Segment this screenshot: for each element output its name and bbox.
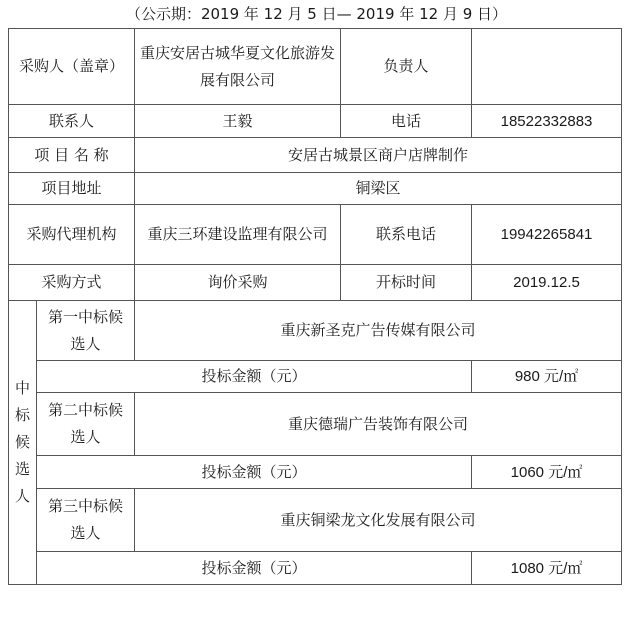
- opening-value: 2019.12.5: [472, 265, 622, 301]
- project-address-row: [9, 173, 622, 205]
- notice-period: （公示期：2019 年 12 月 5 日— 2019 年 12 月 9 日）: [125, 5, 508, 23]
- project-name-label: 项 目 名 称: [9, 138, 135, 173]
- principal-label: 负责人: [341, 29, 472, 105]
- opening-label: 开标时间: [341, 265, 472, 301]
- purchaser-value: 重庆安居古城华夏文化旅游发展有限公司: [135, 29, 341, 105]
- agency-phone-label: 联系电话: [341, 205, 472, 265]
- method-value: 询价采购: [135, 265, 341, 301]
- candidate-1-bid-row: [9, 361, 622, 393]
- candidate-rank-label: 第一中标候选人: [37, 301, 135, 361]
- candidate-3-bid-row: [9, 552, 622, 585]
- candidate-2-row: [9, 393, 622, 456]
- candidate-company: 重庆铜梁龙文化发展有限公司: [135, 489, 622, 552]
- candidate-rank-label: 第二中标候选人: [37, 393, 135, 456]
- method-label: 采购方式: [9, 265, 135, 301]
- contact-row: [9, 105, 622, 138]
- side-char: 选: [14, 460, 30, 478]
- purchaser-label: 采购人（盖章）: [9, 29, 135, 105]
- side-char: 中: [14, 379, 30, 397]
- project-address-value: 铜梁区: [135, 173, 622, 205]
- bid-amount-label: 投标金额（元）: [37, 456, 472, 489]
- project-name-row: [9, 138, 622, 173]
- principal-value: [472, 29, 622, 105]
- bid-amount-value: 1080 元/㎡: [472, 552, 622, 585]
- phone-value: 18522332883: [472, 105, 622, 138]
- candidate-3-row: [9, 489, 622, 552]
- agency-phone-value: 19942265841: [472, 205, 622, 265]
- candidate-company: 重庆德瑞广告装饰有限公司: [135, 393, 622, 456]
- bid-amount-value: 1060 元/㎡: [472, 456, 622, 489]
- bid-amount-value: 980 元/㎡: [472, 361, 622, 393]
- candidate-rank-label: 第三中标候选人: [37, 489, 135, 552]
- side-char: 候: [14, 433, 30, 451]
- phone-label: 电话: [341, 105, 472, 138]
- contact-label: 联系人: [9, 105, 135, 138]
- contact-value: 王毅: [135, 105, 341, 138]
- method-row: [9, 265, 622, 301]
- candidate-1-row: [9, 301, 622, 361]
- candidate-2-bid-row: [9, 456, 622, 489]
- candidate-company: 重庆新圣克广告传媒有限公司: [135, 301, 622, 361]
- agency-value: 重庆三环建设监理有限公司: [135, 205, 341, 265]
- side-char: 人: [14, 487, 30, 505]
- agency-label: 采购代理机构: [9, 205, 135, 265]
- bid-amount-label: 投标金额（元）: [37, 361, 472, 393]
- bid-amount-label: 投标金额（元）: [37, 552, 472, 585]
- agency-row: [9, 205, 622, 265]
- candidates-side-label: [9, 301, 37, 585]
- project-address-label: 项目地址: [9, 173, 135, 205]
- purchaser-row: [9, 29, 622, 105]
- side-char: 标: [14, 406, 30, 424]
- project-name-value: 安居古城景区商户店牌制作: [135, 138, 622, 173]
- bid-result-table: [8, 28, 622, 585]
